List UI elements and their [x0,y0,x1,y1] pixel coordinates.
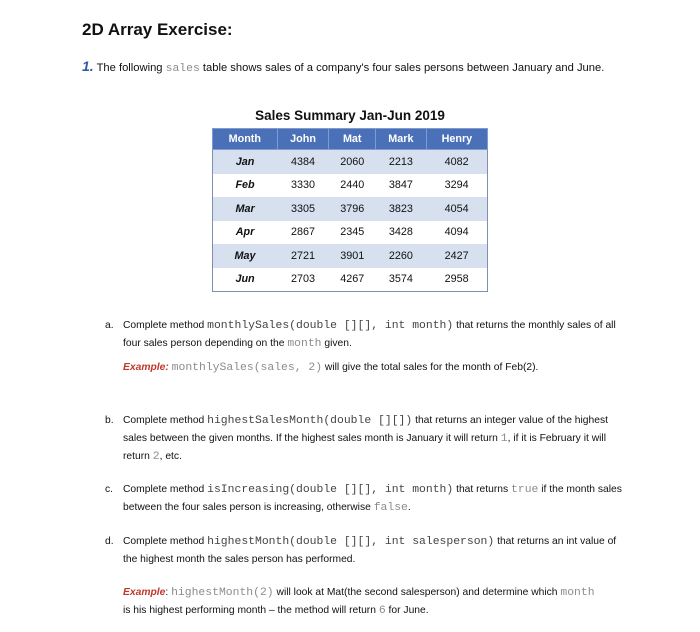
sales-table [212,128,488,292]
table-cell: 2345 [329,221,376,245]
table-cell: 3305 [277,197,329,221]
item-label: d. [105,536,114,547]
item-text: Complete method monthlySales(double [][], int month) that returns the monthly sales of all four sales person depending on the month given. [123,320,616,350]
table-cell: 2867 [277,221,329,245]
exercise-item-c [105,481,625,517]
table-cell: 3823 [376,197,427,221]
table-cell: 3847 [376,174,427,198]
month-cell: Apr [213,221,278,245]
month-cell: Jun [213,268,278,292]
table-cell: 2213 [376,150,427,174]
table-cell: 4267 [329,268,376,292]
item-label: c. [105,484,114,495]
exercise-item-d [105,533,625,568]
table-cell: 2440 [329,174,376,198]
table-cell: 3796 [329,197,376,221]
table-cell: 3574 [376,268,427,292]
table-cell: 3901 [329,244,376,268]
table-cell: 3330 [277,174,329,198]
month-cell: May [213,244,278,268]
table-cell: 2427 [426,244,487,268]
month-cell: Jan [213,150,278,174]
item-label: b. [105,415,114,426]
table-row [213,268,488,292]
intro-paragraph: 1. The following sales table shows sales of a company's four sales persons between January and June. [82,58,605,75]
exercise-item-a [105,317,625,353]
example-label: Example [123,587,166,598]
table-cell: 3428 [376,221,427,245]
table-cell: 4054 [426,197,487,221]
table-row [213,197,488,221]
header-cell: Mark [376,129,427,150]
table-header-row [213,129,488,150]
example-a: Example: monthlySales(sales, 2) will give the total sales for the month of Feb(2). [123,362,539,374]
question-number: 1. [82,58,94,74]
table-row [213,244,488,268]
table-cell: 2958 [426,268,487,292]
month-cell: Mar [213,197,278,221]
item-text: Complete method isIncreasing(double [][], int month) that returns true if the month sales between the four sales person is increasing, otherwise false. [123,484,622,514]
table-row [213,221,488,245]
header-cell: Mat [329,129,376,150]
table-cell: 2060 [329,150,376,174]
method-signature: isIncreasing(double [][], int month) [207,484,454,496]
example-label: Example: [123,362,169,373]
table-row [213,174,488,198]
table-caption: Sales Summary Jan-Jun 2019 [255,108,445,123]
page-title: 2D Array Exercise: [82,20,233,39]
table-cell: 2721 [277,244,329,268]
table-cell: 4082 [426,150,487,174]
method-signature: highestMonth(double [][], int salesperson) [207,536,495,548]
table-cell: 3294 [426,174,487,198]
method-signature: highestSalesMonth(double [][]) [207,415,413,427]
item-text: Complete method highestMonth(double [][], int salesperson) that returns an int value of the highest month the sales person has performed. [123,536,617,565]
item-label: a. [105,320,114,331]
code-sales: sales [165,63,200,75]
month-cell: Feb [213,174,278,198]
table-cell: 4384 [277,150,329,174]
header-cell: John [277,129,329,150]
header-cell: Month [213,129,278,150]
item-text: Complete method highestSalesMonth(double [][]) that returns an integer value of the highest sales between the given months. If the highest sales month is January it will return 1, if it is February it will return 2, etc. [123,415,608,463]
table-cell: 2260 [376,244,427,268]
method-signature: monthlySales(double [][], int month) [207,320,454,332]
example-d: Example: highestMonth(2) will look at Mat(the second salesperson) and determine which month is his highest performing month – the method will return 6 for June. [123,587,595,617]
table-cell: 2703 [277,268,329,292]
header-cell: Henry [426,129,487,150]
table-cell: 4094 [426,221,487,245]
exercise-item-b [105,412,625,466]
table-row [213,150,488,174]
